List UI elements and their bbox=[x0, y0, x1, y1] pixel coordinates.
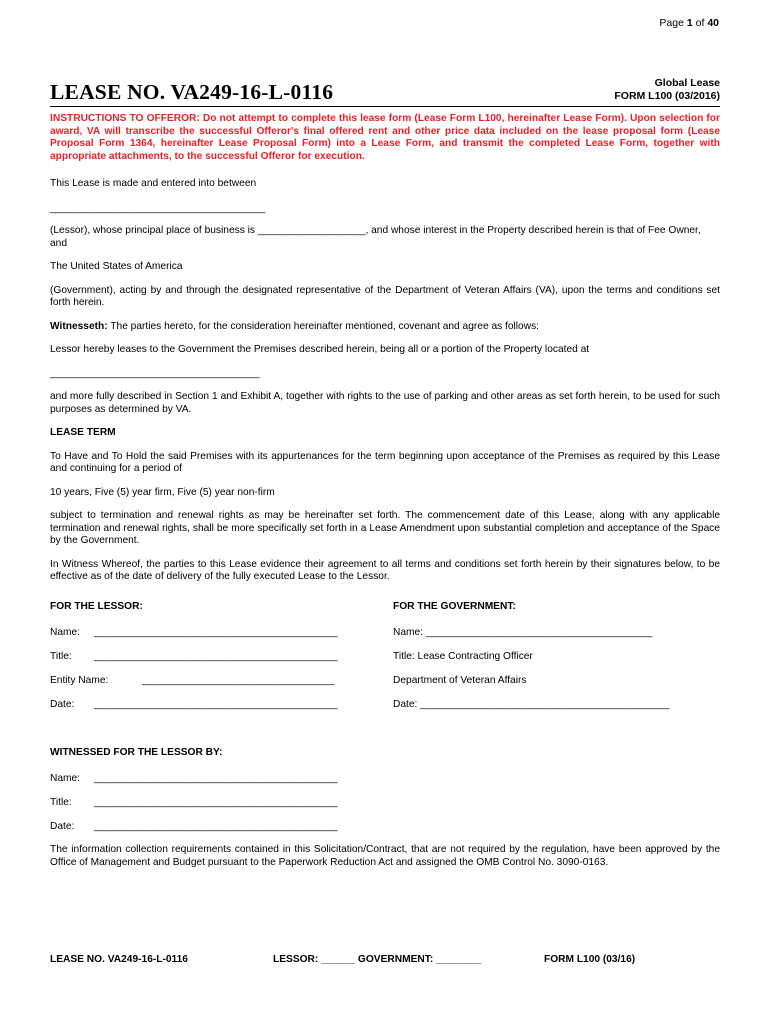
government-heading: FOR THE GOVERNMENT: bbox=[393, 601, 516, 612]
government-name: Name: ________________________________________ bbox=[393, 627, 653, 638]
witness-heading: WITNESSED FOR THE LESSOR BY: bbox=[50, 747, 223, 758]
government-date: Date: ____________________________________________ bbox=[393, 699, 670, 710]
form-identifier bbox=[614, 77, 720, 103]
lessor-name-line: ___________________________________________ bbox=[94, 627, 338, 638]
footer-lease-number: LEASE NO. VA249-16-L-0116 bbox=[50, 954, 188, 965]
witness-name-label: Name: bbox=[50, 773, 81, 784]
witnesseth-paragraph: Witnesseth: The parties hereto, for the consideration hereinafter mentioned, covenant and agree as follows: bbox=[50, 320, 540, 332]
property-blank: _____________________________________ bbox=[50, 367, 260, 379]
government-party: The United States of America bbox=[50, 261, 183, 272]
lessor-paragraph: (Lessor), whose principal place of business is ___________________, and whose interest in the Property described herein is that of Fee Owner, and bbox=[50, 225, 701, 249]
lessor-date-label: Date: bbox=[50, 699, 75, 710]
lessor-heading: FOR THE LESSOR: bbox=[50, 601, 143, 612]
lessor-title-label: Title: bbox=[50, 651, 72, 662]
government-department: Department of Veteran Affairs bbox=[393, 675, 527, 686]
witness-title-line: ___________________________________________ bbox=[94, 797, 338, 808]
term-period: 10 years, Five (5) year firm, Five (5) year non-firm bbox=[50, 486, 275, 498]
premises-paragraph: Lessor hereby leases to the Government the Premises described herein, being all or a portion of the Property located at bbox=[50, 344, 590, 355]
lessor-blank: ______________________________________ bbox=[50, 202, 266, 214]
government-title: Title: Lease Contracting Officer bbox=[393, 651, 533, 662]
government-paragraph: (Government), acting by and through the designated representative of the Department of Veteran Affairs (VA), upon the terms and conditions set forth herein. bbox=[50, 284, 720, 308]
lessor-title-line: ___________________________________________ bbox=[94, 651, 338, 662]
footer-form-number: FORM L100 (03/16) bbox=[544, 954, 636, 965]
lessor-date-line: ___________________________________________ bbox=[94, 699, 338, 710]
omb-notice: The information collection requirements contained in this Solicitation/Contract, that are not required by the regulation, have been approved by the Office of Management and Budget pursuant to the Paperwork Reduction Act and assigned the OMB Control No. 3090-0163. bbox=[50, 844, 720, 868]
witness-whereof-paragraph: In Witness Whereof, the parties to this Lease evidence their agreement to all terms and conditions set forth herein by their signatures below, to be effective as of the date of delivery of the fully executed Lease to the Lessor. bbox=[50, 558, 720, 582]
intro-paragraph: This Lease is made and entered into between bbox=[50, 178, 257, 189]
term-paragraph: To Have and To Hold the said Premises with its appurtenances for the term beginning upon acceptance of the Premises as required by this Lease and continuing for a period of bbox=[50, 450, 720, 474]
description-paragraph: and more fully described in Section 1 and Exhibit A, together with rights to the use of parking and other areas as set forth herein, to be used for such purposes as determined by VA. bbox=[50, 391, 720, 415]
lease-title: LEASE NO. VA249-16-L-0116 bbox=[50, 80, 334, 104]
form-number: FORM L100 (03/2016) bbox=[614, 90, 720, 102]
header-rule bbox=[50, 106, 720, 107]
lease-body bbox=[50, 113, 720, 584]
witness-name-line: ___________________________________________ bbox=[94, 773, 338, 784]
lease-term-heading: LEASE TERM bbox=[50, 427, 116, 438]
form-type: Global Lease bbox=[654, 77, 720, 89]
witness-date-label: Date: bbox=[50, 821, 75, 832]
lessor-entity-label: Entity Name: bbox=[50, 675, 109, 686]
witness-title-label: Title: bbox=[50, 797, 72, 808]
footer-initials: LESSOR: ______ GOVERNMENT: ________ bbox=[273, 954, 482, 965]
witness-date-line: ___________________________________________ bbox=[94, 821, 338, 832]
page-number: Page 1 of 40 bbox=[659, 17, 719, 29]
lessor-name-label: Name: bbox=[50, 627, 81, 638]
offeror-instructions: INSTRUCTIONS TO OFFEROR: Do not attempt to complete this lease form (Lease Form L100, hereinafter Lease Form). Upon selection for award, VA will transcribe the successful Offeror's final offered rent and other price data included on the lease proposal form (Lease Proposal Form 1364, hereinafter Lease Proposal Form) into a Lease Form, and transmit the completed Lease Form, together with appropriate attachments, to the successful Offeror for execution. bbox=[50, 113, 720, 162]
termination-paragraph: subject to termination and renewal rights as may be hereinafter set forth. The commencement date of this Lease, along with any applicable termination and renewal rights, shall be more specifically set forth in a Lease Amendment upon substantial completion and acceptance of the Space by the Government. bbox=[50, 510, 720, 546]
lessor-entity-line: __________________________________ bbox=[142, 675, 335, 686]
